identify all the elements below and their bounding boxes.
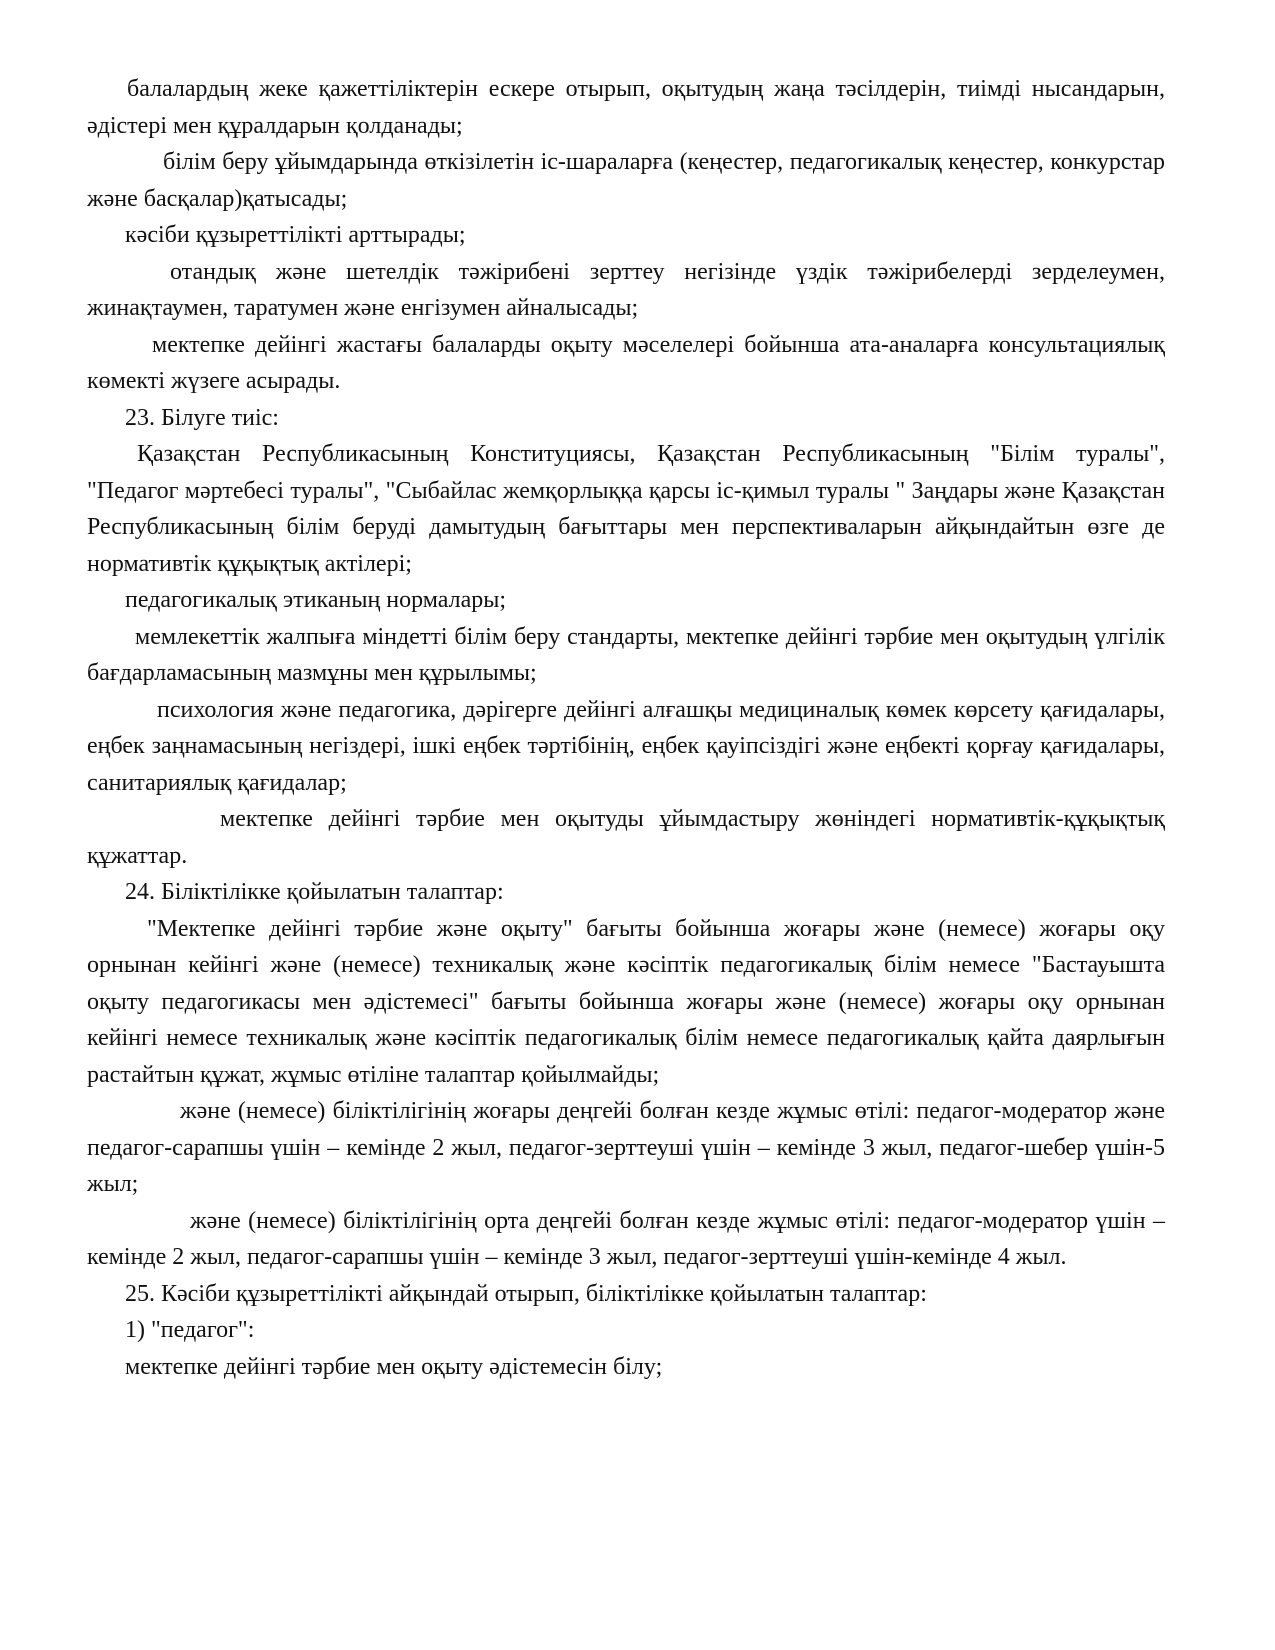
paragraph-standards: мемлекеттік жалпыға міндетті білім беру стандарты, мектепке дейінгі тәрбие мен оқытудың үлгілік бағдарламасының мазмұны мен құрылымы; — [87, 623, 1165, 686]
paragraph-regulatory-documents: мектепке дейінгі тәрбие мен оқытуды ұйымдастыру жөніндегі нормативтік-құқықтық құжаттар. — [87, 806, 1165, 869]
paragraph-laws: Қазақстан Республикасының Конституциясы, Қазақстан Республикасының "Білім туралы", "Педагог мәртебесі туралы", "Сыбайлас жемқорлыққа қарсы іс-қимыл туралы " Заңдары және Қазақстан Республикасының білім беруді дамытудың бағыттары мен перспективаларын айқындайтын өзге де нормативтік құқықтық актілері; — [87, 441, 1165, 577]
section-heading-25: 25. Кәсіби құзыреттілікті айқындай отырып, біліктілікке қойылатын талаптар: — [125, 1280, 927, 1307]
paragraph-parent-consultation: мектепке дейінгі жастағы балаларды оқыту мәселелері бойынша ата-аналарға консультациялық көмекті жүзеге асырады. — [87, 331, 1165, 394]
section-heading-24: 24. Біліктілікке қойылатын талаптар: — [125, 879, 504, 905]
paragraph-participate-events: білім беру ұйымдарында өткізілетін іс-шараларға (кеңестер, педагогикалық кеңестер, конкурстар және басқалар)қатысады; — [87, 149, 1165, 212]
paragraph-best-practices: отандық және шетелдік тәжірибені зерттеу негізінде үздік тәжірибелерді зерделеумен, жинақтаумен, таратумен және енгізумен айналысады; — [87, 258, 1165, 321]
paragraph-mid-level-experience: және (немесе) біліктілігінің орта деңгейі болған кезде жұмыс өтілі: педагог-модератор үшін – кемінде 2 жыл, педагог-сарапшы үшін – кемінде 3 жыл, педагог-зерттеуші үшін-кемінде 4 жыл. — [87, 1207, 1165, 1270]
paragraph-high-level-experience: және (немесе) біліктілігінің жоғары деңгейі болған кезде жұмыс өтілі: педагог-модератор және педагог-сарапшы үшін – кемінде 2 жыл, педагог-зерттеуші үшін – кемінде 3 жыл, педагог-шебер үшін-5 жыл; — [87, 1098, 1165, 1197]
paragraph-improve-competence: кәсіби құзыреттілікті арттырады; — [125, 222, 466, 248]
paragraph-education-requirements: "Мектепке дейінгі тәрбие және оқыту" бағыты бойынша жоғары және (немесе) жоғары оқу орнынан кейінгі және (немесе) техникалық және кәсіптік педагогикалық білім немесе "Бастауышта оқыту педагогикасы мен әдістемесі" бағыты бойынша жоғары және (немесе) жоғары оқу орнынан кейінгі немесе техникалық және кәсіптік педагогикалық білім немесе педагогикалық қайта даярлығын растайтын құжат, жұмыс өтіліне талаптар қойылмайды; — [87, 915, 1165, 1088]
paragraph-know-methodology: мектепке дейінгі тәрбие мен оқыту әдістемесін білу; — [125, 1353, 663, 1380]
paragraph-apply-new-methods: балалардың жеке қажеттіліктерін ескере отырып, оқытудың жаңа тәсілдерін, тиімді нысандарын, әдістері мен құралдарын қолданады; — [87, 76, 1165, 139]
paragraph-ethics: педагогикалық этиканың нормалары; — [125, 587, 507, 613]
paragraph-psychology-rules: психология және педагогика, дәрігерге дейінгі алғашқы медициналық көмек көрсету қағидалары, еңбек заңнамасының негіздері, ішкі еңбек тәртібінің, еңбек қауіпсіздігі және еңбекті қорғау қағидалары, санитариялық қағидалар; — [87, 696, 1165, 796]
subsection-heading-pedagog: 1) "педагог": — [125, 1317, 255, 1343]
section-heading-23: 23. Білуге тиіс: — [125, 404, 279, 431]
document-page — [87, 71, 1165, 1385]
